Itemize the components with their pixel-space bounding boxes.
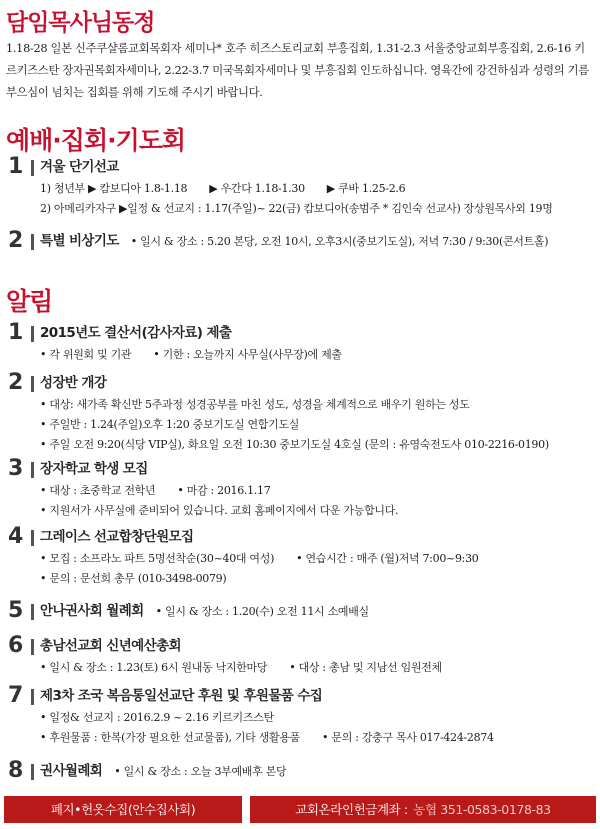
notices-item-7 <box>0 682 600 748</box>
section-title-text: 제3차 조국 복음통일선교단 후원 및 후원물품 수집 <box>40 688 323 704</box>
section-inline-detail: • 일시 & 장소 : 1.20(수) 오전 11시 소예배실 <box>155 605 369 618</box>
detail-line <box>40 658 600 678</box>
detail-text: • 대상 : 총남 및 지남선 임원전체 <box>289 661 442 674</box>
worship-item-1 <box>0 153 600 219</box>
section-number: 7 <box>8 683 24 708</box>
detail-text: • 문의 : 강충구 목사 017-424-2874 <box>322 731 494 744</box>
section-header <box>0 455 600 483</box>
offering-account-label: 교회온라인헌금계좌 : <box>295 802 408 817</box>
detail-text: • 지원서가 사무실에 준비되어 있습니다. 교회 홈페이지에서 다운 가능합니다. <box>40 504 399 517</box>
detail-text: • 후원물품 : 한복(가장 필요한 선교물품), 기타 생활용품 <box>40 731 300 744</box>
section-header <box>0 319 600 347</box>
section-number: 2 <box>8 228 24 253</box>
detail-line <box>40 549 600 569</box>
section-inline-detail: • 일시 & 장소 : 5.20 본당, 오전 10시, 오후3시(중보기도실), 저녁 7:30 / 9:30(콘서트홀) <box>130 235 549 248</box>
section-title <box>40 597 369 626</box>
section-header <box>0 632 600 660</box>
section-title <box>40 523 193 551</box>
detail-line <box>40 345 600 365</box>
section-inline-detail: • 일시 & 장소 : 오늘 3부예배후 본당 <box>114 765 287 778</box>
detail-text: • 주일 오전 9:20(식당 VIP실), 화요일 오전 10:30 중보기도실 4호실 (문의 : 유영숙전도사 010-2216-0190) <box>40 438 549 451</box>
notices-item-3 <box>0 455 600 521</box>
notices-item-5 <box>0 597 600 625</box>
offering-account-number: 농협 351-0583-0178-83 <box>413 802 551 817</box>
worship-heading: 예배·집회·기도회 <box>6 126 186 155</box>
detail-line <box>40 415 600 435</box>
section-title-text: 권사월례회 <box>40 763 103 779</box>
notices-item-8 <box>0 757 600 785</box>
section-title-text: 총남선교회 신년예산총회 <box>40 638 181 654</box>
section-title <box>40 227 548 256</box>
detail-line <box>40 395 600 415</box>
detail-text: • 문의 : 문선희 총무 (010-3498-0079) <box>40 572 227 585</box>
detail-line <box>40 179 600 199</box>
divider-bar <box>31 160 34 176</box>
online-offering-account-banner <box>250 796 596 823</box>
section-title-text: 장자학교 학생 모집 <box>40 461 148 477</box>
divider-bar <box>31 326 34 342</box>
section-number: 1 <box>8 320 24 345</box>
divider-bar <box>31 689 34 705</box>
detail-text: • 주일반 : 1.24(주일)오후 1:20 중보기도실 연합기도실 <box>40 418 300 431</box>
detail-text: ▶ 우간다 1.18-1.30 <box>209 182 305 195</box>
section-title-text: 특별 비상기도 <box>40 233 119 249</box>
detail-text: 2) 아메리카자구 ▶일정 & 선교지 : 1.17(주일)~ 22(금) 캄보디아(송범주 * 김인숙 선교사) 장상원목사외 19명 <box>40 202 553 215</box>
section-title <box>40 455 148 483</box>
detail-text: • 각 위원회 및 기관 <box>40 348 132 361</box>
detail-line <box>40 728 600 748</box>
detail-text: • 모집 : 소프라노 파트 5명선착순(30~40대 여성) <box>40 552 275 565</box>
detail-line <box>40 199 600 219</box>
detail-text: 1) 청년부 ▶ 캄보디아 1.8-1.18 <box>40 182 188 195</box>
divider-bar <box>31 764 34 780</box>
divider-bar <box>31 376 34 392</box>
section-number: 1 <box>8 154 24 179</box>
section-number: 6 <box>8 633 24 658</box>
divider-bar <box>31 604 34 620</box>
section-title <box>40 153 119 181</box>
detail-text: • 마감 : 2016.1.17 <box>177 484 271 497</box>
section-title-text: 2015년도 결산서(감사자료) 제출 <box>40 325 232 341</box>
section-title <box>40 369 106 397</box>
notices-item-6 <box>0 632 600 678</box>
detail-text: • 대상: 새가족 확신반 5주과정 성경공부를 마친 성도, 성경을 체계적으로 배우기 원하는 성도 <box>40 398 470 411</box>
detail-text: • 일시 & 장소 : 1.23(토) 6시 원내동 낙지한마당 <box>40 661 268 674</box>
section-number: 3 <box>8 456 24 481</box>
section-number: 4 <box>8 524 24 549</box>
worship-item-2 <box>0 227 600 255</box>
notices-heading: 알림 <box>6 287 53 316</box>
detail-line <box>40 501 600 521</box>
divider-bar <box>31 639 34 655</box>
section-title <box>40 757 286 786</box>
detail-text: • 대상 : 초중학교 전학년 <box>40 484 156 497</box>
used-clothes-collection-banner: 폐지•헌옷수집(안수집사회) <box>4 796 242 823</box>
section-header <box>0 597 600 625</box>
section-header <box>0 757 600 785</box>
detail-line <box>40 708 600 728</box>
pastor-heading: 담임목사님동정 <box>6 10 155 36</box>
divider-bar <box>31 530 34 546</box>
section-title-text: 성장반 개강 <box>40 375 107 391</box>
notices-item-4 <box>0 523 600 589</box>
detail-line <box>40 569 600 589</box>
section-header <box>0 523 600 551</box>
section-header <box>0 369 600 397</box>
section-number: 2 <box>8 370 24 395</box>
detail-text: • 기한 : 오늘까지 사무실(사무장)에 제출 <box>153 348 342 361</box>
detail-line <box>40 435 600 455</box>
notices-item-1 <box>0 319 600 365</box>
detail-text: • 일정& 선교지 : 2016.2.9 ~ 2.16 키르키즈스탄 <box>40 711 274 724</box>
section-number: 5 <box>8 598 24 623</box>
section-number: 8 <box>8 758 24 783</box>
detail-text: ▶ 쿠바 1.25-2.6 <box>326 182 406 195</box>
notices-item-2 <box>0 369 600 455</box>
detail-text: • 연습시간 : 매주 (월)저녁 7:00~9:30 <box>296 552 479 565</box>
divider-bar <box>31 462 34 478</box>
section-title-text: 안나권사회 월례회 <box>40 603 144 619</box>
section-title <box>40 319 231 347</box>
section-header <box>0 153 600 181</box>
detail-line <box>40 481 600 501</box>
pastor-news-text: 1.18-28 일본 신주쿠샬롬교회목회자 세미나* 호주 히즈스토리교회 부흥집회, 1.31-2.3 서울중앙교회부흥집회, 2.6-16 키르키즈스탄 장자권목회자세미나, 2.22-3.7 미국목회자세미나 및 부흥집회 인도하십니다. 영육간에 강건하심과 성령의 기름 부으심이 넘치는 집회를 위해 기도해 주시기 바랍니다. <box>6 42 589 99</box>
divider-bar <box>31 234 34 250</box>
section-title <box>40 682 322 710</box>
section-title <box>40 632 181 660</box>
section-header <box>0 682 600 710</box>
section-header <box>0 227 600 255</box>
section-title-text: 그레이스 선교합창단원모집 <box>40 529 194 545</box>
section-title-text: 겨울 단기선교 <box>40 159 119 175</box>
